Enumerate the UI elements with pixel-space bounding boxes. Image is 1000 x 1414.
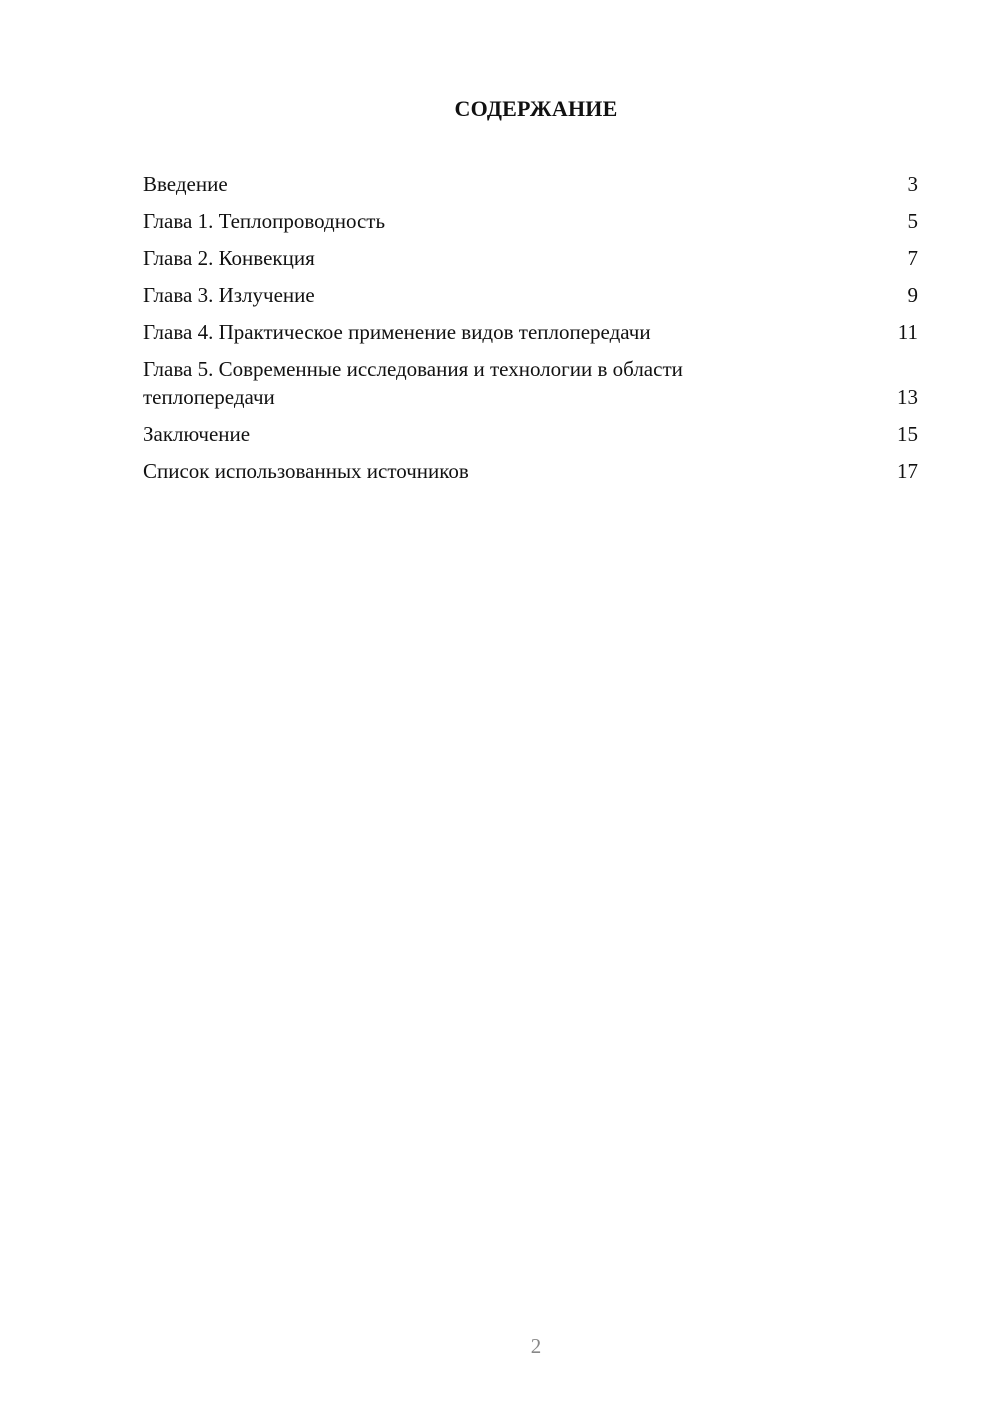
toc-entry-text: Глава 2. Конвекция [143,246,315,270]
toc-entry-page: 11 [897,320,918,344]
toc-entry-references[interactable] [143,457,918,485]
toc-title: СОДЕРЖАНИЕ [454,96,618,121]
toc-entry-page: 15 [897,422,918,446]
toc-entry-conclusion[interactable] [143,420,918,448]
toc-entry-introduction[interactable] [143,170,918,198]
toc-list [143,170,918,494]
toc-entry-page: 13 [897,385,918,409]
toc-entry-text: Глава 1. Теплопроводность [143,209,386,233]
toc-entry-text: Глава 4. Практическое применение видов теплопередачи [143,320,651,344]
toc-entry-page: 7 [907,246,918,270]
toc-entry-chapter-4[interactable] [143,318,918,346]
toc-entry-text: Заключение [143,422,251,446]
page-number: 2 [530,1334,542,1358]
toc-entry-chapter-1[interactable] [143,207,918,235]
toc-entry-text: Глава 5. Современные исследования и технологии в области теплопередачи [143,357,683,409]
toc-entry-chapter-5[interactable] [143,355,918,411]
toc-entry-text: Список использованных источников [143,459,469,483]
toc-entry-chapter-3[interactable] [143,281,918,309]
toc-entry-page: 17 [897,459,918,483]
toc-entry-chapter-2[interactable] [143,244,918,272]
toc-entry-page: 9 [907,283,918,307]
toc-entry-page: 3 [907,172,918,196]
toc-entry-page: 5 [907,209,918,233]
toc-entry-text: Глава 3. Излучение [143,283,315,307]
toc-entry-text: Введение [143,172,228,196]
